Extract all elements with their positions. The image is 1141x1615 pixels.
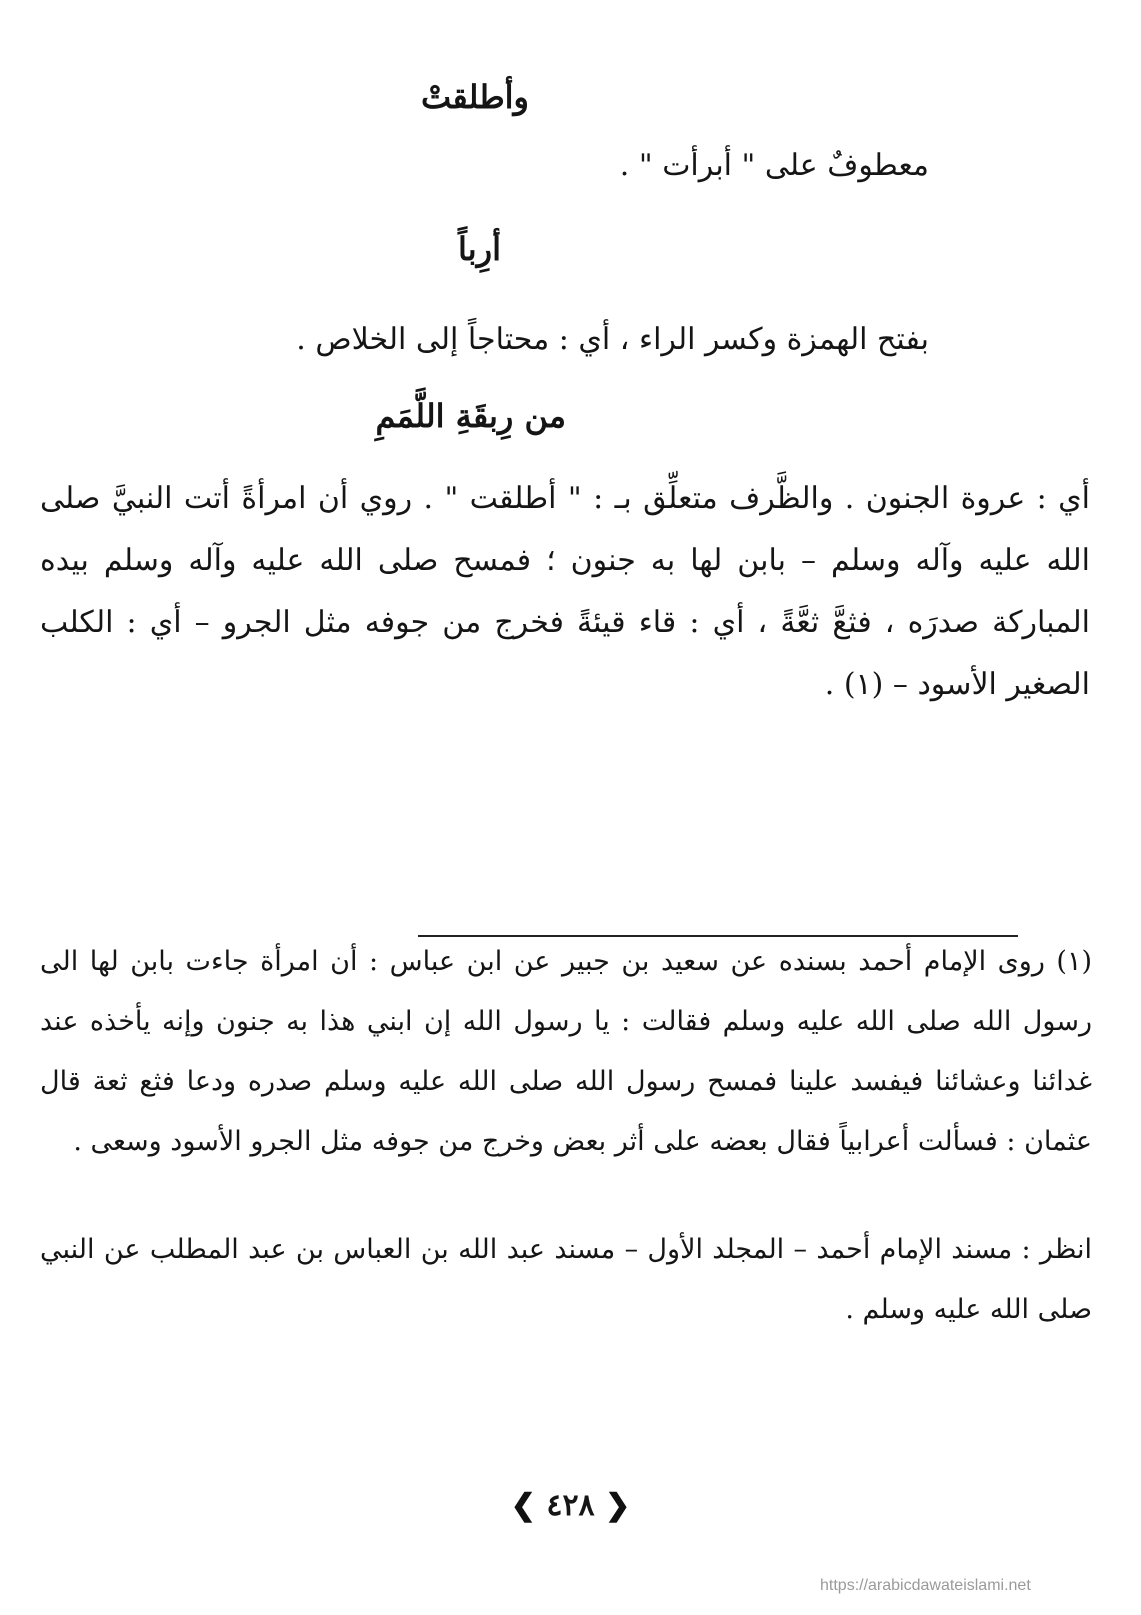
footnote-reference: انظر : مسند الإمام أحمد – المجلد الأول – مسند عبد الله بن العباس بن عبد المطلب عن النبي صلى الله عليه وسلم . <box>40 1234 1092 1325</box>
main-paragraph: أي : عروة الجنون . والظَّرف متعلِّق بـ : " أطلقت " . روي أن امرأةً أتت النبيَّ صلى الله عليه وآله وسلم – بابن لها به جنون ؛ فمسح صلى الله عليه وآله وسلم بيده المباركة صدرَه ، فثعَّ ثعَّةً ، أي : قاء قيئةً فخرج من جوفه مثل الجرو – أي : الكلب الصغير الأسود – (١) . <box>40 481 1090 702</box>
left-ornament-icon: ❮ <box>510 1488 536 1523</box>
explanation-line-2: بفتح الهمزة وكسر الراء ، أي : محتاجاً إلى الخلاص . <box>296 322 929 357</box>
page-number-value: ٤٢٨ <box>546 1488 595 1523</box>
heading-wa-atlaqat: وأطلقتْ <box>420 78 529 116</box>
page-number <box>0 1488 1141 1523</box>
heading-ariban: أرِباً <box>458 230 501 268</box>
right-ornament-icon: ❯ <box>605 1488 631 1523</box>
footnote-1: (١) روى الإمام أحمد بسنده عن سعيد بن جبير عن ابن عباس : أن امرأة جاءت بابن لها الى رسول الله صلى الله عليه وسلم فقالت : يا رسول الله إن ابني هذا به جنون وإنه يأخذه عند غدائنا وعشائنا فيفسد علينا فمسح رسول الله صلى الله عليه وسلم صدره ودعا فثع ثعة قال عثمان : فسألت أعرابياً فقال بعضه على أثر بعض وخرج من جوفه مثل الجرو الأسود وسعى . <box>40 946 1092 1157</box>
watermark-url: https://arabicdawateislami.net <box>820 1577 1031 1594</box>
heading-min-ribqat: من رِبقَةِ اللَّمَمِ <box>375 397 566 435</box>
explanation-line-1: معطوفٌ على " أبرأت " . <box>619 148 929 183</box>
